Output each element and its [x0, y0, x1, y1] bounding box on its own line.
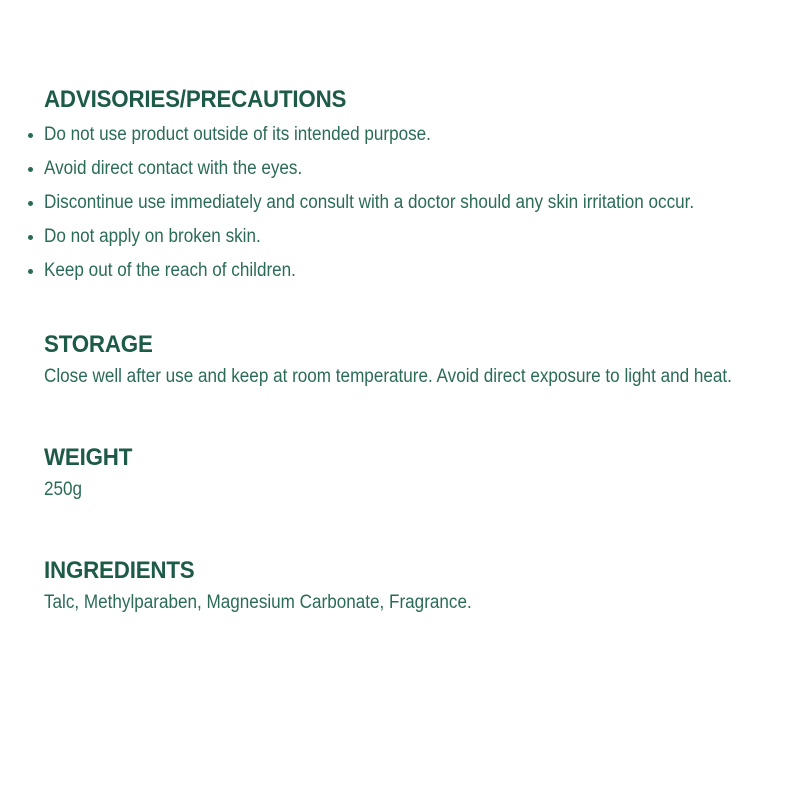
advisories-section [44, 86, 790, 288]
list-item: Do not use product outside of its intended purpose. [44, 118, 790, 152]
advisories-heading: ADVISORIES/PRECAUTIONS [44, 86, 347, 113]
storage-section [44, 331, 790, 389]
storage-heading: STORAGE [44, 331, 153, 358]
weight-section [44, 444, 790, 502]
bullet-icon [28, 133, 33, 138]
ingredients-text: Talc, Methylparaben, Magnesium Carbonate, Fragrance. [44, 592, 472, 613]
list-item: Do not apply on broken skin. [44, 220, 790, 254]
ingredients-heading: INGREDIENTS [44, 557, 195, 584]
weight-text: 250g [44, 479, 83, 500]
list-item: Discontinue use immediately and consult with a doctor should any skin irritation occur. [44, 186, 790, 220]
advisories-list [44, 118, 790, 288]
bullet-icon [28, 235, 33, 240]
bullet-icon [28, 201, 33, 206]
ingredients-section [44, 557, 790, 615]
list-item: Keep out of the reach of children. [44, 254, 790, 288]
list-item: Avoid direct contact with the eyes. [44, 152, 790, 186]
bullet-icon [28, 269, 33, 274]
weight-heading: WEIGHT [44, 444, 133, 471]
bullet-icon [28, 167, 33, 172]
storage-text: Close well after use and keep at room temperature. Avoid direct exposure to light and heat. [44, 366, 732, 387]
